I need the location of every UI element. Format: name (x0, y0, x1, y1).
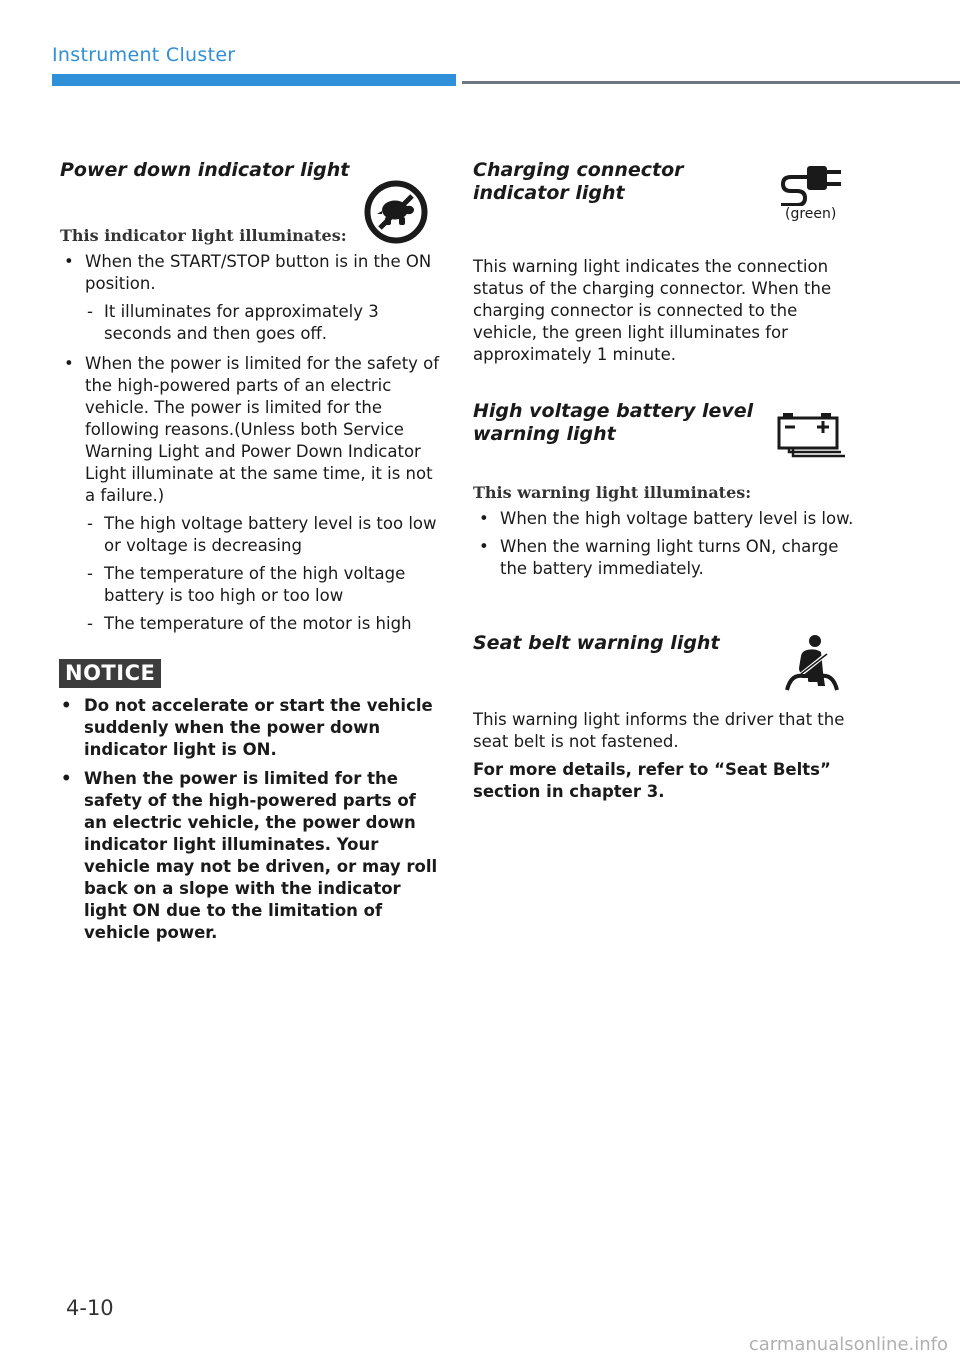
seat-belt-title: Seat belt warning light (473, 632, 720, 654)
section-title: Instrument Cluster (52, 44, 236, 66)
header-accent-bar (52, 74, 456, 86)
list-item (60, 251, 440, 345)
power-down-turtle-icon (363, 179, 429, 245)
power-down-title: Power down indicator light (60, 159, 350, 181)
battery-level-icon (777, 410, 847, 460)
list-item: • When the power is limited for the safety of the high-powered parts of an electric vehicle, the power down indicator light illuminates. Your vehicle may not be driven, or may roll back on a slope with the indicator light ON due to the limitation of vehicle power. (59, 768, 440, 944)
seat-belt-ref: For more details, refer to “Seat Belts” section in chapter 3. (473, 760, 831, 801)
seat-belt-body: This warning light informs the driver that the seat belt is not fastened. (473, 710, 845, 751)
power-down-section (60, 159, 440, 635)
charging-plug-icon (777, 160, 849, 206)
page-number: 4-10 (66, 1296, 114, 1320)
list-item: - The high voltage battery level is too low or voltage is decreasing (85, 513, 440, 557)
notice-section (59, 659, 440, 944)
list-item: - The temperature of the motor is high (85, 613, 440, 635)
charging-section (473, 140, 855, 380)
hv-battery-section (473, 380, 855, 612)
header-divider (462, 81, 960, 84)
list-item: - The temperature of the high voltage battery is too high or too low (85, 563, 440, 607)
left-column (60, 140, 440, 944)
right-column (473, 140, 855, 803)
hv-battery-lead: This warning light illuminates: (473, 483, 752, 502)
notice-list (59, 695, 440, 944)
seat-belt-section (473, 612, 855, 803)
list-item: • Do not accelerate or start the vehicle suddenly when the power down indicator light is ON. (59, 695, 440, 761)
notice-badge: NOTICE (59, 659, 161, 688)
hv-battery-title-line1: High voltage battery level (473, 400, 754, 422)
power-down-bullets (60, 251, 440, 635)
hv-battery-title-line2: warning light (473, 423, 616, 445)
bullet-text: When the START/STOP button is in the ON position. (85, 252, 432, 293)
charging-title-line1: Charging connector (473, 159, 684, 181)
charging-icon-caption: (green) (785, 206, 837, 222)
hv-battery-bullets (475, 508, 855, 580)
list-item: • When the high voltage battery level is low. (475, 508, 855, 530)
list-item: • When the warning light turns ON, charge the battery immediately. (475, 536, 855, 580)
charging-title-line2: indicator light (473, 182, 625, 204)
list-item: - It illuminates for approximately 3 seconds and then goes off. (85, 301, 440, 345)
power-down-lead: This indicator light illuminates: (60, 226, 347, 245)
list-item (60, 353, 440, 635)
seat-belt-icon (785, 634, 839, 694)
watermark: carmanualsonline.info (748, 1334, 948, 1355)
charging-body: This warning light indicates the connection status of the charging connector. When the charging connector is connected to the vehicle, the green light illuminates for approximately 1 minute. (473, 257, 832, 364)
bullet-text: When the power is limited for the safety of the high-powered parts of an electric vehicle. The power is limited for the following reasons.(Unless both Service Warning Light and Power Down Indicator Light illuminate at the same time, it is not a failure.) (85, 354, 440, 505)
